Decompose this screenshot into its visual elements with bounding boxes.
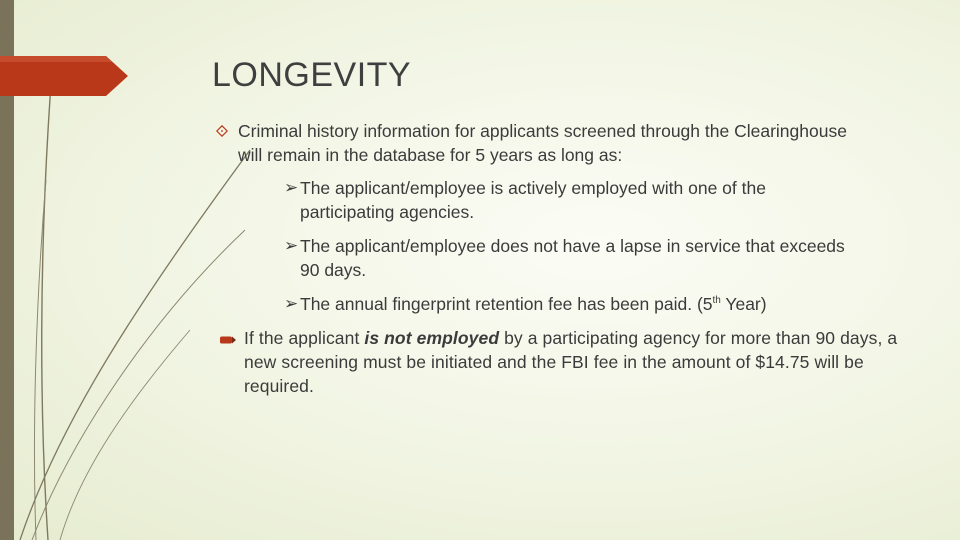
sub-bullet-lapse [284, 234, 864, 282]
sub-bullet-text: The applicant/employee is actively employed with one of the participating agencies. [300, 178, 766, 222]
bullet-criminal-history [216, 119, 856, 167]
bullet-text: If the applicant is not employed by a participating agency for more than 90 days, a new screening must be initiated and the FBI fee in the amount of $14.75 will be required. [244, 328, 898, 396]
superscript-th: th [712, 295, 721, 307]
pencil-icon [220, 335, 236, 345]
diamond-outline-icon [216, 125, 228, 137]
title-accent-tab [0, 56, 128, 96]
sub-bullet-employed [284, 176, 864, 224]
bullet-text: Criminal history information for applicants screened through the Clearinghouse will remain in the database for 5 years as long as: [238, 121, 847, 165]
arrow-bullet-icon: ➢ [284, 236, 299, 255]
sub-bullet-text: The annual fingerprint retention fee has been paid. (5th Year) [300, 294, 767, 314]
emphasis-not-employed: is not employed [364, 328, 500, 348]
slide-title: LONGEVITY [212, 56, 412, 94]
arrow-bullet-icon: ➢ [284, 178, 299, 197]
arrow-bullet-icon: ➢ [284, 294, 299, 313]
sub-bullet-text: The applicant/employee does not have a lapse in service that exceeds 90 days. [300, 236, 845, 280]
bullet-not-employed [220, 326, 910, 398]
sub-bullet-fee [284, 292, 864, 316]
